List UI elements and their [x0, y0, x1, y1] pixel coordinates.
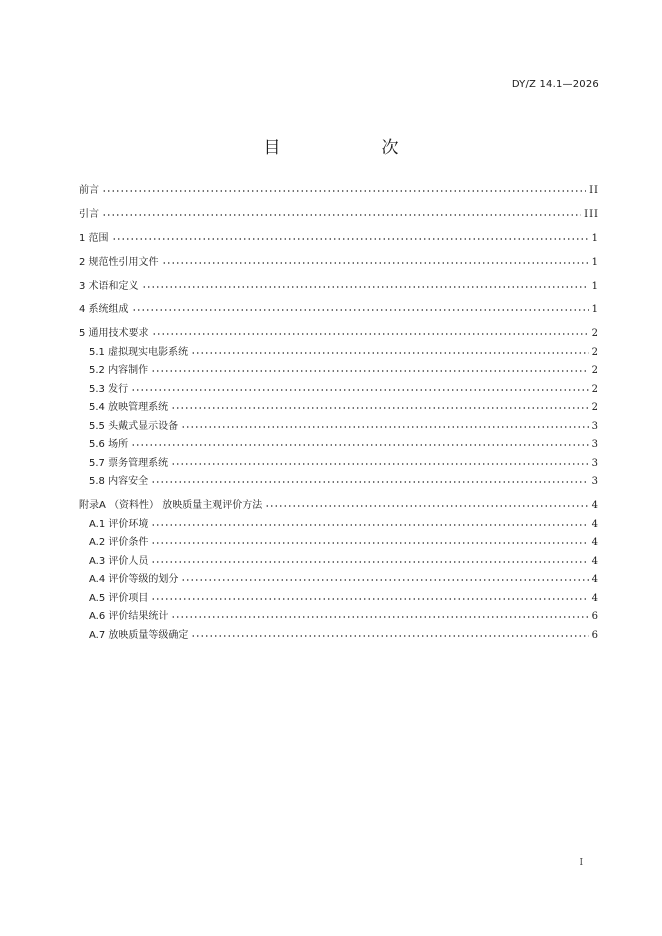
toc-entry-page: 2	[591, 402, 599, 414]
toc-entry-label: 5.1 虚拟现实电影系统	[89, 346, 189, 358]
toc-leader-dots	[191, 344, 589, 356]
toc-entry-page: 2	[591, 328, 599, 340]
toc-entry-appendix-a[interactable]	[79, 496, 599, 515]
toc-entry-a-5[interactable]	[79, 589, 599, 608]
toc-entry-page: 2	[591, 365, 599, 377]
toc-entry-page: 4	[591, 518, 599, 530]
toc-leader-dots	[131, 436, 589, 448]
toc-entry-a-4[interactable]	[79, 570, 599, 589]
toc-entry-page: 3	[591, 439, 599, 451]
toc-leader-dots	[151, 362, 589, 374]
toc-leader-dots	[131, 381, 589, 393]
toc-entry-page: 4	[591, 537, 599, 549]
toc-entry-label: A.7 放映质量等级确定	[89, 629, 189, 641]
toc-entry-a-1[interactable]	[79, 515, 599, 534]
toc-entry-5-7[interactable]	[79, 454, 599, 473]
toc-entry-page: 3	[591, 476, 599, 488]
toc-entry-a-6[interactable]	[79, 607, 599, 626]
toc-leader-dots	[102, 206, 581, 218]
page-number: I	[579, 858, 583, 868]
toc-leader-dots	[162, 254, 589, 266]
toc-leader-dots	[152, 325, 589, 337]
toc-entry-label: A.6 评价结果统计	[89, 611, 169, 623]
toc-entry-scope[interactable]	[79, 229, 599, 248]
toc-entry-general-requirements[interactable]	[79, 324, 599, 343]
toc-leader-dots	[151, 553, 588, 565]
toc-entry-page: 4	[591, 592, 599, 604]
toc-entry-page: 2	[591, 346, 599, 358]
page-title: 目 次	[263, 138, 441, 158]
toc-entry-label: 2 规范性引用文件	[79, 256, 159, 268]
toc-entry-a-2[interactable]	[79, 533, 599, 552]
toc-entry-a-3[interactable]	[79, 552, 599, 571]
toc-entry-label: 5.3 发行	[89, 383, 129, 395]
toc-entry-5-2[interactable]	[79, 361, 599, 380]
toc-entry-page: 4	[591, 574, 599, 586]
toc-entry-label: 4 系统组成	[79, 304, 129, 316]
toc-entry-page: 3	[591, 457, 599, 469]
toc-entry-page: 1	[591, 232, 599, 244]
toc-entry-page: 1	[591, 280, 599, 292]
toc-entry-page: 1	[591, 304, 599, 316]
toc-entry-label: 5.4 放映管理系统	[89, 402, 169, 414]
toc-entry-page: 1	[591, 256, 599, 268]
toc-leader-dots	[142, 278, 589, 290]
toc-leader-dots	[265, 497, 588, 509]
toc-entry-5-5[interactable]	[79, 417, 599, 436]
toc-leader-dots	[191, 627, 588, 639]
toc-entry-label: 5.5 头戴式显示设备	[89, 420, 179, 432]
toc-entry-label: 5.2 内容制作	[89, 365, 149, 377]
toc-entry-label: A.1 评价环境	[89, 518, 149, 530]
toc-entry-page: 6	[591, 629, 599, 641]
toc-leader-dots	[112, 230, 589, 242]
toc-entry-page: 4	[591, 555, 599, 567]
toc-entry-foreword[interactable]	[79, 181, 599, 200]
toc-entry-page: 6	[591, 611, 599, 623]
toc-entry-5-1[interactable]	[79, 343, 599, 362]
toc-leader-dots	[181, 418, 589, 430]
toc-entry-page: 3	[591, 420, 599, 432]
toc-entry-5-3[interactable]	[79, 380, 599, 399]
toc-leader-dots	[151, 590, 588, 602]
toc-entry-a-7[interactable]	[79, 626, 599, 645]
toc-entry-5-4[interactable]	[79, 398, 599, 417]
toc-entry-label: A.5 评价项目	[89, 592, 149, 604]
toc-entry-introduction[interactable]	[79, 205, 599, 224]
toc-leader-dots	[171, 608, 588, 620]
toc-entry-label: 附录A （资料性） 放映质量主观评价方法	[79, 500, 263, 512]
toc-entry-label: 引言	[79, 208, 99, 220]
table-of-contents	[79, 181, 599, 644]
toc-entry-page: 2	[591, 383, 599, 395]
toc-entry-5-6[interactable]	[79, 435, 599, 454]
toc-entry-5-8[interactable]	[79, 472, 599, 491]
toc-entry-label: 1 范围	[79, 232, 109, 244]
toc-leader-dots	[151, 473, 589, 485]
toc-entry-terms-definitions[interactable]	[79, 277, 599, 296]
toc-entry-label: 5 通用技术要求	[79, 328, 149, 340]
toc-leader-dots	[151, 516, 588, 528]
toc-entry-page: 4	[591, 500, 599, 512]
toc-entry-page: III	[584, 208, 599, 220]
toc-entry-label: 3 术语和定义	[79, 280, 139, 292]
toc-entry-page: II	[589, 185, 599, 196]
toc-entry-label: 5.6 场所	[89, 439, 129, 451]
toc-entry-label: 前言	[79, 185, 99, 196]
toc-entry-label: 5.7 票务管理系统	[89, 457, 169, 469]
toc-leader-dots	[102, 182, 586, 194]
toc-entry-label: A.4 评价等级的划分	[89, 574, 179, 586]
toc-entry-label: A.3 评价人员	[89, 555, 149, 567]
toc-leader-dots	[132, 301, 589, 313]
toc-leader-dots	[151, 534, 588, 546]
toc-entry-label: A.2 评价条件	[89, 537, 149, 549]
toc-entry-label: 5.8 内容安全	[89, 476, 149, 488]
toc-leader-dots	[171, 399, 589, 411]
toc-leader-dots	[181, 571, 588, 583]
document-id: DY/Z 14.1—2026	[511, 79, 599, 90]
toc-entry-normative-references[interactable]	[79, 253, 599, 272]
toc-leader-dots	[171, 455, 589, 467]
toc-entry-system-composition[interactable]	[79, 300, 599, 319]
